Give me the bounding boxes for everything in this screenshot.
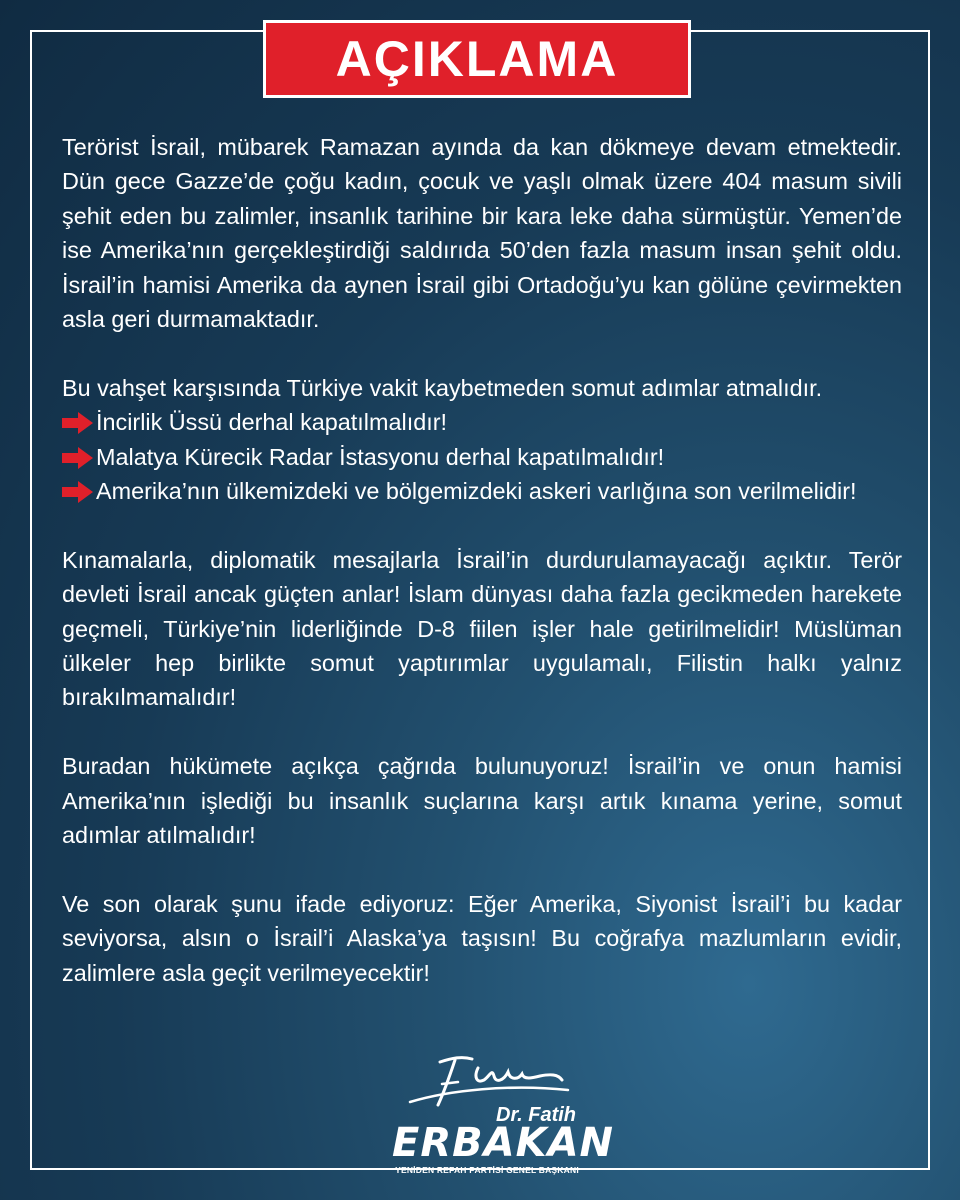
- red-arrow-icon: [62, 412, 94, 434]
- paragraph-4: Buradan hükümete açıkça çağrıda bulunuyoruz! İsrail’in ve onun hamisi Amerika’nın işlediği bu insanlık suçlarına karşı artık kınama yerine, somut adımlar atılmalıdır!: [62, 753, 902, 849]
- list-item-text: Malatya Kürecik Radar İstasyonu derhal kapatılmalıdır!: [96, 443, 665, 470]
- red-arrow-icon: [62, 481, 94, 503]
- page-title: AÇIKLAMA: [266, 23, 688, 95]
- demands-list: [62, 405, 902, 508]
- paragraph-1: Terörist İsrail, mübarek Ramazan ayında da kan dökmeye devam etmektedir. Dün gece Gazze’de çoğu kadın, çocuk ve yaşlı olmak üzere 404 masum sivili şehit eden bu zalimler, insanlık tarihine bir kara leke daha sürmüştür. Yemen’de ise Amerika’nın gerçekleştirdiği saldırıda 50’den fazla masum insan şehit oldu. İsrail’in hamisi Amerika da aynen İsrail gibi Ortadoğu’yu kan gölüne çevirmekten asla geri durmamaktadır.: [62, 134, 902, 333]
- signatory-surname: ERBAKAN: [392, 1120, 614, 1166]
- statement-body: [62, 130, 902, 1024]
- list-item-text: Amerika’nın ülkemizdeki ve bölgemizdeki askeri varlığına son verilmelidir!: [96, 478, 857, 505]
- paragraph-5: Ve son olarak şunu ifade ediyoruz: Eğer Amerika, Siyonist İsrail’i bu kadar seviyorsa, alsın o İsrail’i Alaska’ya taşısın! Bu coğrafya mazlumların evidir, zalimlere asla geçit verilmeyecektir!: [62, 890, 902, 986]
- signatory-name: Dr. Fatih: [496, 1104, 577, 1126]
- list-item: [62, 440, 902, 474]
- signatory-title: YENİDEN REFAH PARTİSİ GENEL BAŞKANI: [395, 1165, 579, 1175]
- list-item: [62, 405, 902, 439]
- signature-block: [390, 1050, 614, 1180]
- paragraph-2-intro: Bu vahşet karşısında Türkiye vakit kaybetmeden somut adımlar atmalıdır.: [62, 374, 823, 401]
- list-item-text: İncirlik Üssü derhal kapatılmalıdır!: [96, 409, 447, 436]
- list-item: [62, 474, 902, 508]
- title-banner: [263, 20, 691, 98]
- red-arrow-icon: [62, 447, 94, 469]
- paragraph-3: Kınamalarla, diplomatik mesajlarla İsrail’in durdurulamayacağı açıktır. Terör devleti İsrail ancak güçten anlar! İslam dünyası daha fazla gecikmeden harekete geçmeli, Türkiye’nin liderliğinde D-8 fiilen işler hale getirilmelidir! Müslüman ülkeler hep birlikte somut yaptırımlar uygulamalı, Filistin halkı yalnız bırakılmamalıdır!: [62, 546, 902, 711]
